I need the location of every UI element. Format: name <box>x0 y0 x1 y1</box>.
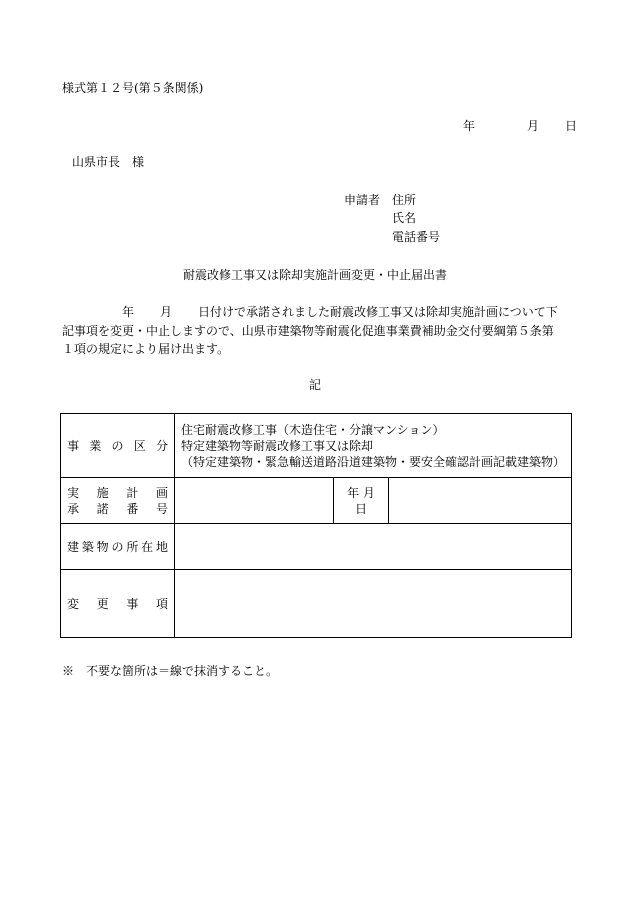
approval-date-field[interactable] <box>388 478 571 524</box>
date-day-label: 日 <box>565 119 578 133</box>
category-options-cell <box>174 414 571 478</box>
recipient: 山県市長 様 <box>72 155 145 169</box>
body-line-3: １項の規定により届け出ます。 <box>62 342 230 356</box>
date-month-label: 月 <box>527 119 540 133</box>
table-row-changes <box>61 570 572 638</box>
applicant-label: 申請者 <box>344 193 381 207</box>
category-label-cell <box>61 414 175 478</box>
ki-heading: 記 <box>308 378 321 392</box>
form-number: 様式第１２号(第５条関係) <box>62 81 204 95</box>
location-field[interactable] <box>174 524 571 570</box>
category-label: 事業の区分 <box>67 438 168 453</box>
changes-label-cell <box>61 570 175 638</box>
body-year-label: 年 <box>122 305 135 319</box>
location-label-cell <box>61 524 175 570</box>
date-year-label: 年 <box>463 119 476 133</box>
body-line-2: 記事項を変更・中止しますので、山県市建築物等耐震化促進事業費補助金交付要綱第５条第 <box>62 323 554 338</box>
table-row-approval <box>61 478 572 524</box>
changes-label: 変更事項 <box>67 596 168 611</box>
approval-date-label: 年 月 日 <box>333 478 388 524</box>
category-option-2: 特定建築物等耐震改修工事又は除却 <box>180 438 373 453</box>
table-row-category <box>61 414 572 478</box>
note: ※ 不要な箇所は＝線で抹消すること。 <box>62 664 279 678</box>
body-line-1-rest: 日付けで承諾されました耐震改修工事又は除却実施計画について下 <box>198 305 558 319</box>
approval-label-line-1: 実施計画 <box>67 485 168 500</box>
applicant-address-label: 住所 <box>392 193 417 207</box>
detail-table <box>60 413 572 638</box>
applicant-phone-label: 電話番号 <box>392 230 441 244</box>
category-option-1: 住宅耐震改修工事（木造住宅・分譲マンション） <box>180 422 445 437</box>
body-line-1 <box>62 303 572 322</box>
location-label: 建築物の所在地 <box>67 539 168 554</box>
body-text <box>62 303 572 359</box>
date-line <box>463 118 577 134</box>
table-row-location <box>61 524 572 570</box>
category-option-3: （特定建築物・緊急輸送道路沿道建築物・要安全確認計画記載建築物） <box>180 454 565 469</box>
changes-field[interactable] <box>174 570 571 638</box>
body-month-label: 月 <box>160 305 173 319</box>
approval-label-line-2: 承諾番号 <box>67 501 168 516</box>
approval-label-cell <box>61 478 175 524</box>
applicant-name-label: 氏名 <box>392 211 417 225</box>
approval-number-field[interactable] <box>174 478 333 524</box>
document-title: 耐震改修工事又は除却実施計画変更・中止届出書 <box>182 268 447 282</box>
